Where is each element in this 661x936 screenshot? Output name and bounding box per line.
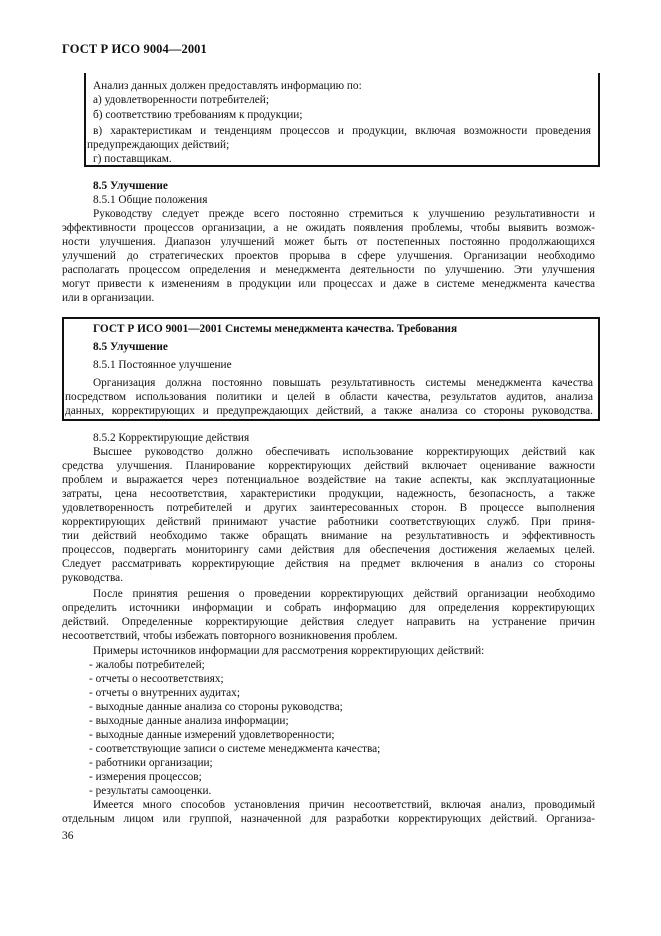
- section-8-5-para-line: улучшений до стратегических проектов прорыва в сфере улучшения. Организации необходимо: [62, 250, 595, 262]
- box2-heading: 8.5 Улучшение: [93, 341, 168, 353]
- box2-para-line: посредством использования политики и целей в области качества, результатов аудитов, анализа: [65, 391, 593, 403]
- document-header-title: ГОСТ Р ИСО 9004—2001: [62, 42, 207, 56]
- section-8-5-para-line: могут привести к изменениям в продукции или процессах и даже в системе менеджмента качества: [62, 278, 595, 290]
- example-list-item: - жалобы потребителей;: [89, 659, 205, 671]
- section-8-5-1-subheading: 8.5.1 Общие положения: [93, 194, 208, 206]
- section-8-5-para-line: или в организации.: [62, 292, 155, 304]
- para3-line: отдельным лицом или группой, назначенной для разработки корректирующих действий. Организа-: [62, 813, 595, 825]
- para2-line: действий. Определенные корректирующие действия следует направить на устранение причин: [62, 616, 595, 628]
- section-8-5-heading: 8.5 Улучшение: [93, 180, 168, 192]
- para1-line: средства улучшения. Планирование корректирующих действий включает оценивание важности: [62, 460, 595, 472]
- para1-line: Следует рассматривать корректирующие действия на предмет включения в анализ со стороны: [62, 558, 595, 570]
- section-8-5-para-line: эффективности процессов организации, а не ожидать появления проблемы, чтобы выявить возмож-: [62, 222, 595, 234]
- box1-item-c-line2: предупреждающих действий;: [87, 139, 230, 151]
- para1-line: Высшее руководство должно обеспечивать использование корректирующих действий как: [93, 446, 595, 458]
- para1-line: корректирующих действий принимают участие работники соответствующих служб. При приня-: [62, 516, 595, 528]
- para3-line: Имеется много способов установления причин несоответствий, включая анализ, проводимый: [93, 799, 595, 811]
- para1-line: затраты, цена несоответствия, характеристики продукции, надежность, безопасность, а также: [62, 488, 595, 500]
- para1-line: удовлетворенность потребителей и других заинтересованных сторон. В процессе выполнения: [62, 502, 595, 514]
- para1-line: проблем и выражается через потенциальное воздействие на такие аспекты, как эксплуатационные: [62, 474, 595, 486]
- box1-item-c-line1: в) характеристикам и тенденциям процессов и продукции, включая возможности проведения: [93, 125, 591, 137]
- box1-item-a: а) удовлетворенности потребителей;: [93, 94, 269, 106]
- examples-intro: Примеры источников информации для рассмотрения корректирующих действий:: [93, 645, 485, 657]
- example-list-item: - работники организации;: [89, 757, 213, 769]
- para2-line: После принятия решения о проведении корректирующих действий организации необходимо: [93, 588, 595, 600]
- box2-para-line: данных, корректирующих и предупреждающих действий, а также анализа со стороны руководства.: [65, 405, 593, 417]
- example-list-item: - выходные данные измерений удовлетворенности;: [89, 729, 335, 741]
- box1-item-b: б) соответствию требованиям к продукции;: [93, 109, 303, 121]
- section-8-5-para-line: ности улучшения. Диапазон улучшений может быть от постепенных постоянно продолжающихся: [62, 236, 595, 248]
- box2-subheading: 8.5.1 Постоянное улучшение: [93, 359, 232, 371]
- para1-line: руководства.: [62, 572, 124, 584]
- box1-item-d: г) поставщикам.: [93, 153, 172, 165]
- section-8-5-2-subheading: 8.5.2 Корректирующие действия: [93, 432, 250, 444]
- example-list-item: - соответствующие записи о системе менеджмента качества;: [89, 743, 381, 755]
- example-list-item: - выходные данные анализа информации;: [89, 715, 289, 727]
- para1-line: процессов, подвергать мониторингу сами действия для обеспечения достижения желаемых целей.: [62, 544, 595, 556]
- page-number: 36: [62, 830, 74, 842]
- example-list-item: - выходные данные анализа со стороны руководства;: [89, 701, 343, 713]
- example-list-item: - измерения процессов;: [89, 771, 202, 783]
- para2-line: определить источники информации и собрать информацию для определения корректирующих: [62, 602, 595, 614]
- example-list-item: - отчеты о внутренних аудитах;: [89, 687, 240, 699]
- box2-title: ГОСТ Р ИСО 9001—2001 Системы менеджмента качества. Требования: [93, 323, 458, 335]
- example-list-item: - отчеты о несоответствиях;: [89, 673, 224, 685]
- box1-intro: Анализ данных должен предоставлять информацию по:: [93, 80, 362, 92]
- para1-line: тии действий необходимо также обращать внимание на результативность и эффективность: [62, 530, 595, 542]
- example-list-item: - результаты самооценки.: [89, 785, 212, 797]
- section-8-5-para-line: располагать процессом определения и менеджмента деятельности по улучшению. Эти улучшения: [62, 264, 595, 276]
- para2-line: несоответствий, чтобы избежать повторного возникновения проблем.: [62, 630, 398, 642]
- section-8-5-para-line: Руководству следует прежде всего постоянно стремиться к улучшению результативности и: [93, 208, 595, 220]
- box2-para-line: Организация должна постоянно повышать результативность системы менеджмента качества: [93, 377, 593, 389]
